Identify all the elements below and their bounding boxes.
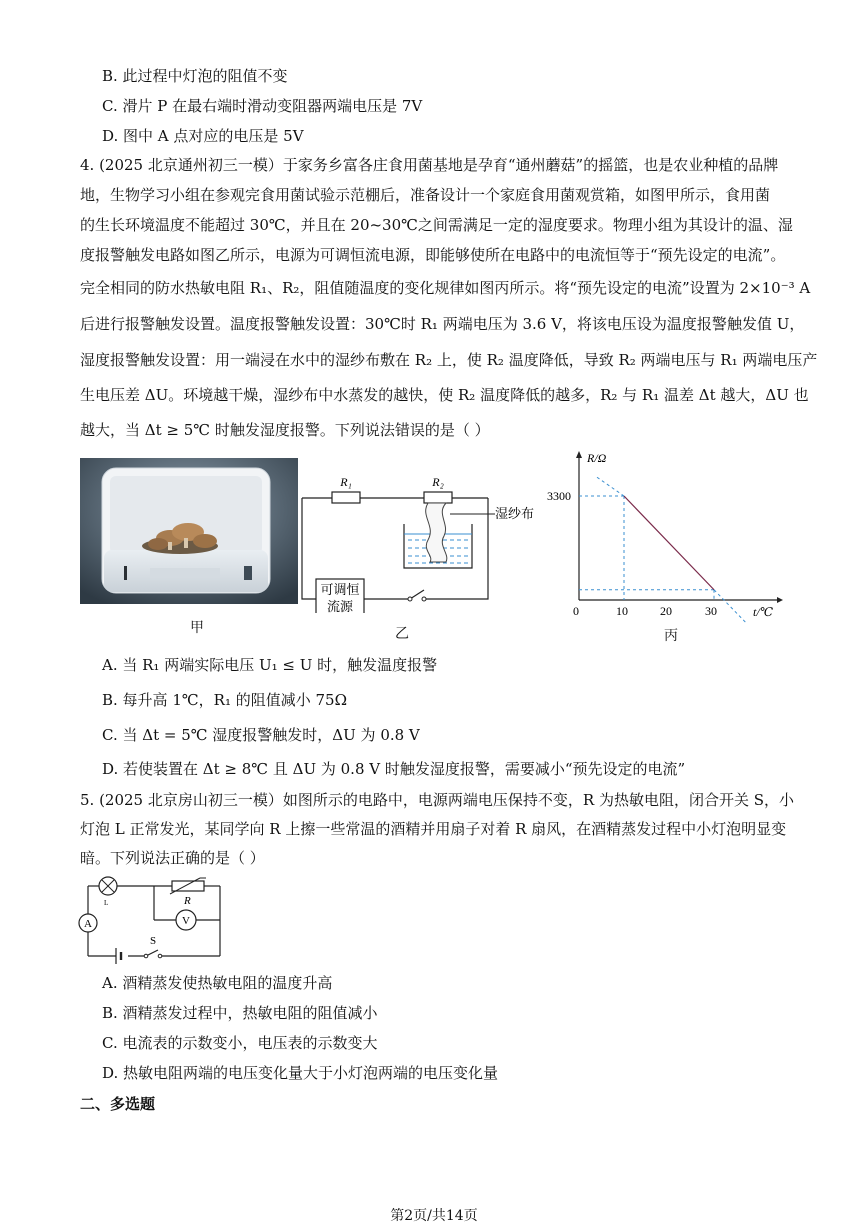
q4-stem-line-8: 生电压差 ΔU。环境越干燥，湿纱布中水蒸发的越快，使 R₂ 温度降低的越多，R₂ 与 R₁ 温差 Δt 越大，ΔU 也 <box>80 386 809 404</box>
q5-ammeter-label: A <box>84 918 92 930</box>
figure-q5-thermistor-circuit <box>76 874 226 964</box>
graph-x-tick-20: 20 <box>660 604 672 618</box>
q4-stem-line-7: 湿度报警触发设置：用一端浸在水中的湿纱布敷在 R₂ 上，使 R₂ 温度降低，导致 R₂ 两端电压与 R₁ 两端电压产 <box>80 351 818 369</box>
q5-switch-label: S <box>150 935 157 947</box>
q5-stem-line-3: 暗。下列说法正确的是（ ） <box>80 849 265 867</box>
q4-stem-line-1: 4. (2025 北京通州初三一模）于家务乡富各庄食用菌基地是孕育“通州蘑菇”的摇篮，也是农业种植的品牌 <box>80 156 779 174</box>
graph-x-tick-30: 30 <box>705 604 717 618</box>
section-title-multiple-choice: 二、多选题 <box>80 1095 156 1113</box>
q4-stem-line-3: 的生长环境温度不能超过 30℃，并且在 20~30℃之间需满足一定的湿度要求。物理小组为其设计的温、湿 <box>80 216 793 234</box>
q3-option-d: D. 图中 A 点对应的电压是 5V <box>102 127 304 145</box>
q5-stem-line-1: 5. (2025 北京房山初三一模）如图所示的电路中，电源两端电压保持不变，R 为热敏电阻，闭合开关 S，小 <box>80 791 794 809</box>
q4-stem-line-2: 地，生物学习小组在参观完食用菌试验示范棚后，准备设计一个家庭食用菌观赏箱，如图甲所示，食用菌 <box>80 186 771 204</box>
page-footer: 第2页/共14页 <box>390 1208 478 1224</box>
graph-y-tick-3300: 3300 <box>547 489 571 503</box>
q3-option-b: B. 此过程中灯泡的阻值不变 <box>102 67 288 85</box>
graph-x-tick-10: 10 <box>616 604 628 618</box>
circuit-r2-label: R₂ <box>432 475 444 489</box>
q4-option-c: C. 当 Δt = 5℃ 湿度报警触发时，ΔU 为 0.8 V <box>102 726 420 744</box>
q4-stem-line-4: 度报警触发电路如图乙所示，电源为可调恒流电源，即能够使所在电路中的电流恒等于“预先设定的电流”。 <box>80 246 786 264</box>
figure-jia-mushroom-box-photo <box>80 458 298 604</box>
circuit-source-label-1: 可调恒 <box>320 582 360 597</box>
figure-label-yi: 乙 <box>395 626 409 642</box>
q4-option-a: A. 当 R₁ 两端实际电压 U₁ ≤ U 时，触发温度报警 <box>102 656 438 674</box>
q5-option-c: C. 电流表的示数变小，电压表的示数变大 <box>102 1034 378 1052</box>
q5-option-b: B. 酒精蒸发过程中，热敏电阻的阻值减小 <box>102 1004 378 1022</box>
graph-x-axis-label: t/℃ <box>753 605 774 619</box>
q5-option-a: A. 酒精蒸发使热敏电阻的温度升高 <box>102 974 333 992</box>
circuit-source-label-2: 流源 <box>326 599 354 613</box>
q5-lamp-label: L <box>104 899 109 907</box>
graph-y-axis-label: R/Ω <box>587 451 607 465</box>
q5-option-d: D. 热敏电阻两端的电压变化量大于小灯泡两端的电压变化量 <box>102 1064 499 1082</box>
circuit-cloth-label: 湿纱布 <box>495 506 535 521</box>
q4-option-d: D. 若使装置在 Δt ≥ 8℃ 且 ΔU 为 0.8 V 时触发湿度报警，需要减小“预先设定的电流” <box>102 760 686 778</box>
q5-voltmeter-label: V <box>182 915 190 927</box>
graph-series-0-segment-1 <box>624 496 714 590</box>
graph-series-0-segment-2 <box>714 590 746 623</box>
q5-r-label: R <box>184 895 191 907</box>
graph-axes <box>576 451 783 603</box>
circuit-r1-label: R₁ <box>340 475 352 489</box>
graph-series-0-segment-0 <box>597 477 624 496</box>
figure-bing-resistance-graph <box>545 448 785 623</box>
figure-yi-alarm-circuit <box>300 468 550 613</box>
figure-label-jia: 甲 <box>190 620 204 636</box>
q4-option-b: B. 每升高 1℃，R₁ 的阻值减小 75Ω <box>102 691 348 709</box>
q4-stem-line-5: 完全相同的防水热敏电阻 R₁、R₂，阻值随温度的变化规律如图丙所示。将“预先设定的电流”设置为 2×10⁻³ A <box>80 279 811 297</box>
q3-option-c: C. 滑片 P 在最右端时滑动变阻器两端电压是 7V <box>102 97 423 115</box>
graph-x-tick-0: 0 <box>573 604 579 618</box>
figure-label-bing: 丙 <box>664 628 678 644</box>
q4-stem-line-9: 越大，当 Δt ≥ 5℃ 时触发湿度报警。下列说法错误的是（ ） <box>80 421 490 439</box>
q5-stem-line-2: 灯泡 L 正常发光，某同学向 R 上擦一些常温的酒精并用扇子对着 R 扇风，在酒精蒸发过程中小灯泡明显变 <box>80 820 787 838</box>
q4-stem-line-6: 后进行报警触发设置。温度报警触发设置：30℃时 R₁ 两端电压为 3.6 V，将该电压设为温度报警触发值 U， <box>80 315 805 333</box>
